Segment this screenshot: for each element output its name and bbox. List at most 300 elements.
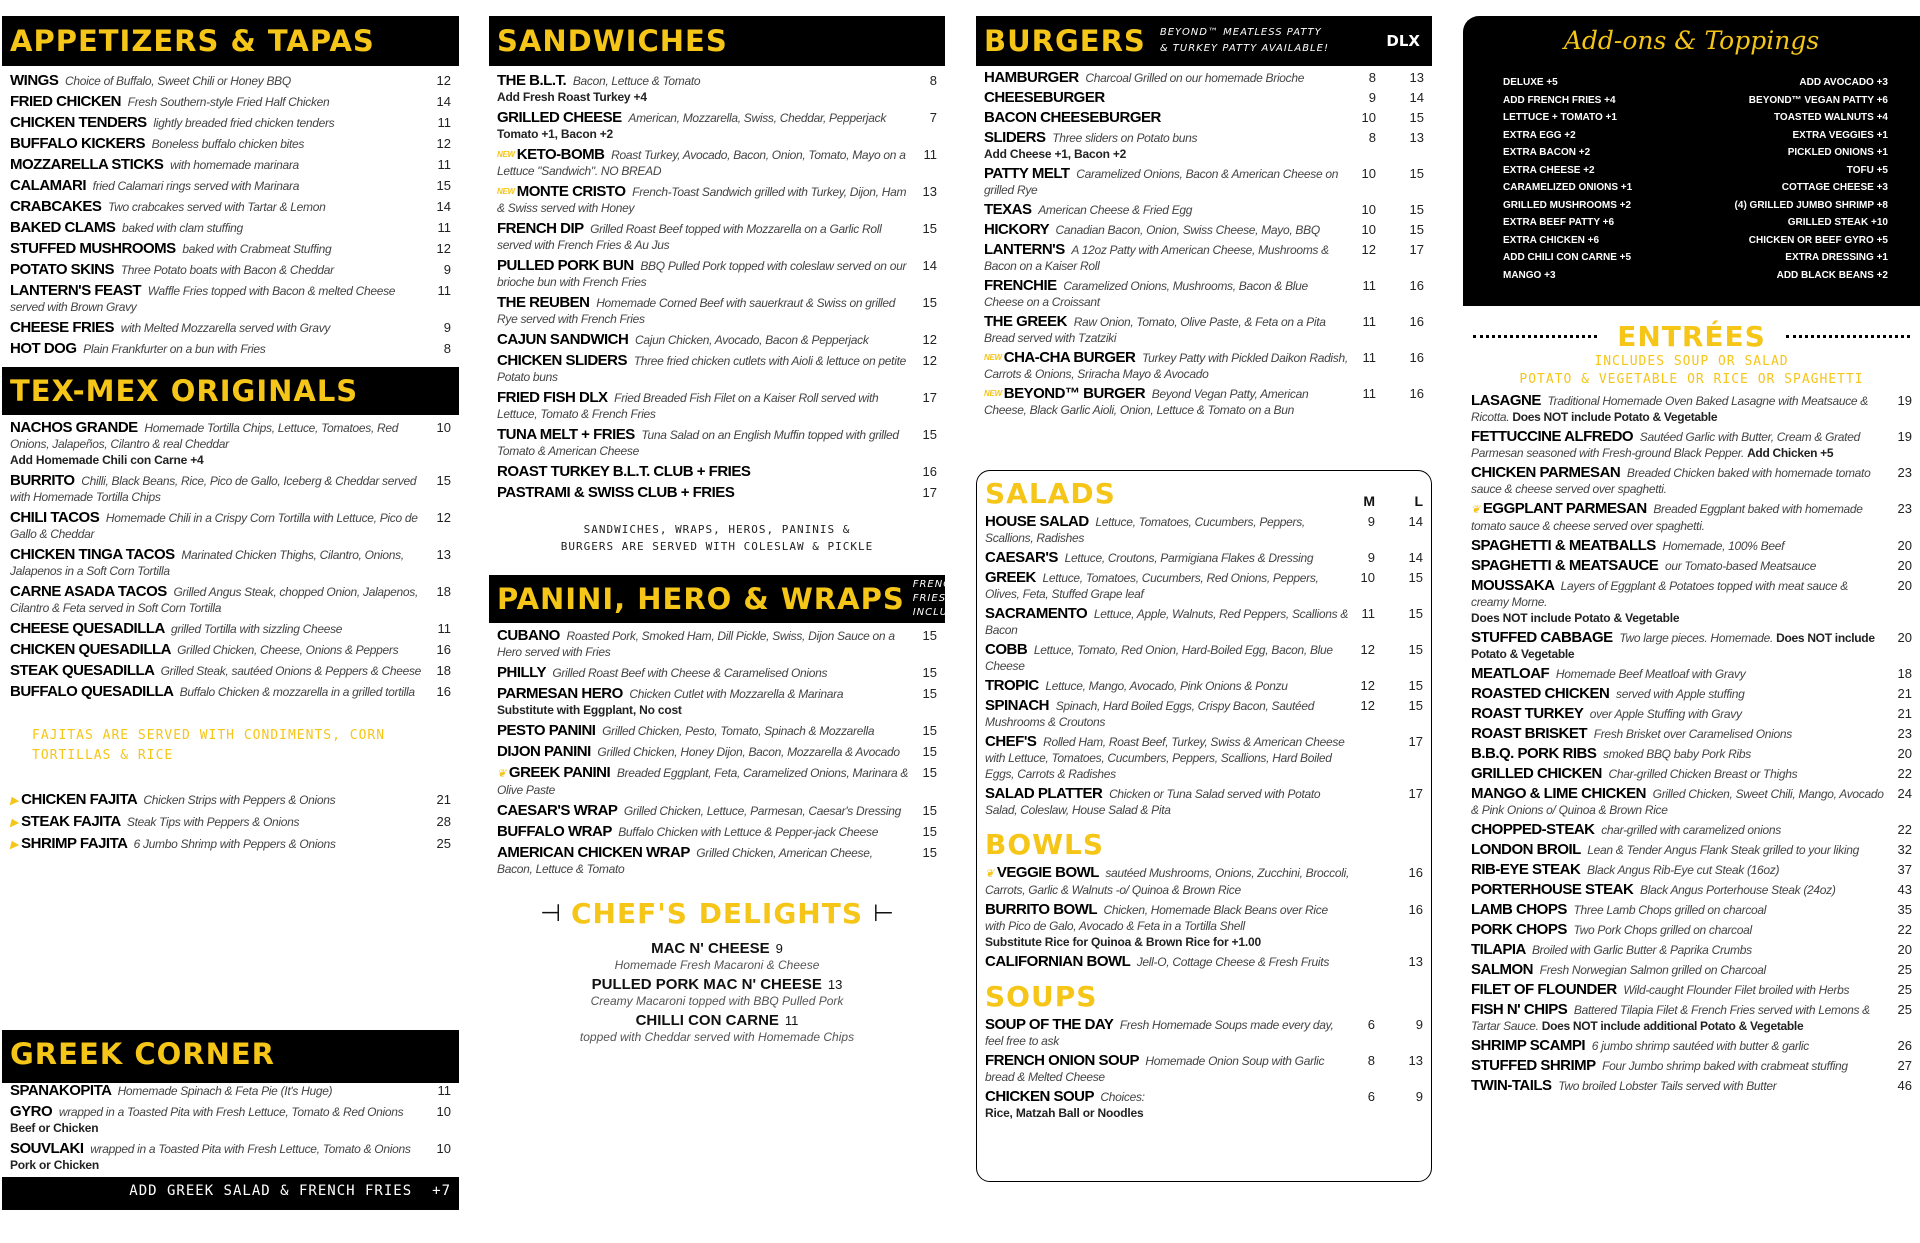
- addon-row: [1463, 109, 1920, 127]
- item-name: GYRO: [10, 1103, 56, 1120]
- menu-item: [976, 90, 1432, 106]
- item-price-l: 15: [1409, 202, 1424, 217]
- item-desc: Roast Turkey, Avocado, Bacon, Onion, Tomato, Mayo on a Lettuce "Sandwich". NO BREAD: [497, 148, 906, 178]
- item-price-m: 12: [1360, 678, 1375, 693]
- item-price: 32: [1897, 842, 1912, 857]
- item-price: 8: [443, 341, 451, 356]
- item-name: MONTE CRISTO: [516, 183, 630, 200]
- burgers-header: [976, 16, 1432, 66]
- menu-item: [976, 222, 1432, 238]
- item-text: [497, 824, 911, 840]
- item-text: [985, 570, 1349, 602]
- menu-item: [2, 621, 459, 637]
- addon-left: GRILLED MUSHROOMS +2: [1503, 199, 1632, 211]
- greek-footer-price: +7: [432, 1183, 451, 1199]
- item-price: 23: [1897, 465, 1912, 480]
- item-desc: Chicken Cutlet with Mozzarella & Marinara: [629, 687, 844, 701]
- menu-item: [2, 814, 459, 831]
- item-text: [1471, 666, 1886, 682]
- item-name: RIB-EYE STEAK: [1471, 861, 1585, 878]
- item-price: 7: [929, 110, 937, 125]
- item-text: [497, 464, 911, 480]
- item-text: [497, 803, 911, 819]
- chef-item: [489, 1012, 945, 1044]
- item-desc: Cajun Chicken, Avocado, Bacon & Pepperjack: [635, 333, 869, 347]
- item-name: CHICKEN PARMESAN: [1471, 464, 1624, 481]
- item-text: [497, 723, 911, 739]
- item-price: 15: [922, 686, 937, 701]
- item-price: 22: [1897, 822, 1912, 837]
- menu-item: [2, 836, 459, 853]
- item-desc: Wild-caught Flounder Filet broiled with Herbs: [1623, 983, 1850, 997]
- item-text: [985, 954, 1349, 970]
- item-price-m: 6: [1367, 1017, 1375, 1032]
- item-price: 15: [436, 473, 451, 488]
- entrees-list: [1463, 393, 1920, 1094]
- item-name: ROASTED CHICKEN: [1471, 685, 1614, 702]
- fajita-note: FAJITAS ARE SERVED WITH CONDIMENTS, CORN TORTILLAS & RICE: [32, 728, 386, 763]
- item-text: [984, 222, 1350, 238]
- addon-row: [1463, 179, 1920, 197]
- menu-item: [2, 94, 459, 110]
- menu-item: [976, 166, 1432, 198]
- menu-item: [489, 723, 945, 739]
- item-text: [10, 663, 425, 679]
- menu-item: [977, 514, 1431, 546]
- item-desc: fried Calamari rings served with Marinara: [92, 179, 300, 193]
- addon-left: MANGO +3: [1503, 269, 1556, 281]
- menu-item: [1463, 538, 1920, 554]
- item-price: 12: [922, 353, 937, 368]
- item-desc: Layers of Eggplant & Potatoes topped with meat sauce & creamy Morne.: [1471, 579, 1848, 609]
- item-extra: Does NOT include Potato & Vegetable: [1471, 611, 1680, 625]
- item-price-l: 15: [1408, 606, 1423, 621]
- item-desc: Lean & Tender Angus Flank Steak grilled to your liking: [1587, 843, 1859, 857]
- item-price: 20: [1897, 578, 1912, 593]
- item-price-l: 13: [1408, 1053, 1423, 1068]
- item-price-l: 16: [1409, 386, 1424, 401]
- addon-right: ADD BLACK BEANS +2: [1776, 269, 1888, 281]
- item-text: [10, 341, 425, 357]
- greek-list: [2, 1083, 459, 1177]
- menu-item: [977, 1053, 1431, 1085]
- item-name: SALMON: [1471, 961, 1537, 978]
- item-desc: Chicken Strips with Peppers & Onions: [143, 793, 336, 807]
- item-name: CALAMARI: [10, 177, 90, 194]
- item-name: BUFFALO WRAP: [497, 823, 616, 840]
- item-name: STUFFED MUSHROOMS: [10, 240, 180, 257]
- item-price: 11: [437, 157, 451, 172]
- leaf-icon: ❦: [1471, 504, 1480, 516]
- item-desc: Lettuce, Apple, Walnuts, Red Peppers, Scallions & Bacon: [985, 607, 1349, 637]
- item-desc: lightly breaded fried chicken tenders: [153, 116, 335, 130]
- item-text: [10, 1141, 425, 1173]
- salads-list: [977, 514, 1431, 818]
- item-text: [10, 320, 425, 336]
- menu-item: [2, 1141, 459, 1173]
- item-price: 15: [922, 221, 937, 236]
- item-price: 15: [922, 628, 937, 643]
- sandwiches-title: SANDWICHES: [497, 24, 728, 58]
- item-name: GREEK PANINI: [508, 764, 614, 781]
- item-name: HOT DOG: [10, 340, 81, 357]
- greek-footer-text: ADD GREEK SALAD & FRENCH FRIES: [129, 1183, 413, 1199]
- item-price: 13: [922, 184, 937, 199]
- item-desc: Lettuce, Croutons, Parmigiana Flakes & Dressing: [1064, 551, 1314, 565]
- item-price-m: 10: [1360, 570, 1375, 585]
- item-desc: baked with clam stuffing: [122, 221, 243, 235]
- menu-item: [2, 547, 459, 579]
- menu-item: [489, 765, 945, 798]
- item-extra: Substitute Rice for Quinoa & Brown Rice for +1.00: [985, 935, 1261, 949]
- item-price-m: 10: [1361, 166, 1376, 181]
- addon-left: ADD CHILI CON CARNE +5: [1503, 252, 1632, 263]
- item-desc: grilled Tortilla with sizzling Cheese: [170, 622, 343, 636]
- item-text: [497, 110, 911, 142]
- item-desc: Grilled Chicken, Honey Dijon, Bacon, Mozzarella & Avocado: [597, 745, 900, 759]
- item-extra: Rice, Matzah Ball or Noodles: [985, 1106, 1144, 1120]
- item-text: [1471, 393, 1886, 425]
- item-price: 10: [436, 420, 451, 435]
- burgers-list: [976, 70, 1432, 418]
- addon-left: EXTRA BACON +2: [1503, 147, 1591, 158]
- item-desc: Fresh Southern-style Fried Half Chicken: [127, 95, 330, 109]
- menu-item: [977, 734, 1431, 782]
- item-desc: Grilled Roast Beef topped with Mozzarella on a Garlic Roll served with French Fries & Au Jus: [497, 222, 882, 252]
- item-name: SALAD PLATTER: [985, 785, 1107, 802]
- item-text: [1471, 882, 1886, 898]
- item-text: [497, 485, 911, 501]
- item-name: SLIDERS: [984, 129, 1050, 146]
- panini-title: PANINI, HERO & WRAPS: [497, 582, 905, 616]
- item-text: [1471, 842, 1886, 858]
- item-name: HICKORY: [984, 221, 1053, 238]
- item-desc: Spinach, Hard Boiled Eggs, Crispy Bacon, Sautéed Mushrooms & Croutons: [985, 699, 1315, 729]
- item-name: SOUP OF THE DAY: [985, 1016, 1117, 1033]
- item-desc: Fresh Homemade Soups made every day, feel free to ask: [985, 1018, 1334, 1048]
- soups-title: SOUPS: [985, 980, 1098, 1013]
- item-price: 12: [922, 332, 937, 347]
- menu-item: [2, 178, 459, 194]
- item-name: EGGPLANT PARMESAN: [1482, 500, 1651, 517]
- item-desc: Raw Onion, Tomato, Olive Paste, & Feta on a Pita Bread served with Tzatziki: [984, 315, 1326, 345]
- item-price-m: 11: [1362, 314, 1376, 329]
- item-price-m: 8: [1367, 1053, 1375, 1068]
- panini-list: [489, 628, 945, 877]
- item-price: 15: [922, 665, 937, 680]
- addons-title: Add-ons & Toppings: [1563, 26, 1820, 55]
- item-desc: Grilled Steak, sautéed Onions & Peppers & Cheese: [160, 664, 422, 678]
- item-text: [10, 178, 425, 194]
- item-extra: Add Homemade Chili con Carne +4: [10, 453, 204, 467]
- item-text: [10, 792, 425, 809]
- item-name: STEAK QUESADILLA: [10, 662, 158, 679]
- item-bold-note: Does NOT include Potato & Vegetable: [1512, 410, 1718, 424]
- item-name: STEAK FAJITA: [21, 813, 124, 830]
- menu-item: [489, 686, 945, 718]
- item-name: CARNE ASADA TACOS: [10, 583, 171, 600]
- entrees-title-row: [1463, 320, 1920, 353]
- menu-item: [1463, 942, 1920, 958]
- item-name: FRENCH ONION SOUP: [985, 1052, 1143, 1069]
- item-name: VEGGIE BOWL: [996, 864, 1103, 881]
- menu-item: [489, 628, 945, 660]
- item-price: 15: [922, 824, 937, 839]
- item-text: [984, 166, 1350, 198]
- menu-item: [976, 278, 1432, 310]
- item-desc: Traditional Homemade Oven Baked Lasagne with Meatsauce & Ricotta.: [1471, 394, 1869, 424]
- item-name: GRILLED CHEESE: [497, 109, 626, 126]
- burgers-subtitle: BEYOND™ MEATLESS PATTY & TURKEY PATTY AVAILABLE!: [1159, 27, 1329, 54]
- item-desc: Homemade Beef Meatloaf with Gravy: [1555, 667, 1746, 681]
- chef-item-desc: Homemade Fresh Macaroni & Cheese: [614, 958, 820, 972]
- item-name: BAKED CLAMS: [10, 219, 119, 236]
- item-name: PULLED PORK BUN: [497, 257, 638, 274]
- item-desc: our Tomato-based Meatsauce: [1664, 559, 1817, 573]
- item-text: [984, 278, 1350, 310]
- item-price-l: 15: [1408, 678, 1423, 693]
- menu-item: [2, 73, 459, 89]
- item-desc: Jell-O, Cottage Cheese & Fresh Fruits: [1136, 955, 1330, 969]
- menu-item: [976, 386, 1432, 418]
- menu-item: [489, 110, 945, 142]
- menu-item: [489, 803, 945, 819]
- item-desc: Grilled Roast Beef with Cheese & Caramelised Onions: [552, 666, 828, 680]
- menu-item: [1463, 962, 1920, 978]
- item-desc: Lettuce, Tomatoes, Cucumbers, Peppers, Scallions, Radishes: [985, 515, 1305, 545]
- item-desc: Lettuce, Mango, Avocado, Pink Onions & Ponzu: [1045, 679, 1288, 693]
- menu-item: [1463, 393, 1920, 425]
- item-text: [1471, 746, 1886, 762]
- item-name: TEXAS: [984, 201, 1036, 218]
- addons-list: [1463, 74, 1920, 284]
- item-name: HOUSE SALAD: [985, 513, 1093, 530]
- addon-row: [1463, 249, 1920, 267]
- item-text: [1471, 1058, 1886, 1074]
- chef-title-row: [489, 897, 945, 930]
- addon-row: [1463, 232, 1920, 250]
- menu-item: [2, 663, 459, 679]
- item-desc: Char-grilled Chicken Breast or Thighs: [1608, 767, 1798, 781]
- addon-right: CHICKEN OR BEEF GYRO +5: [1748, 234, 1888, 246]
- item-name: SPINACH: [985, 697, 1053, 714]
- entrees-sub1: INCLUDES SOUP OR SALAD: [1594, 354, 1789, 369]
- item-desc: Steak Tips with Peppers & Onions: [126, 815, 300, 829]
- item-name: MOUSSAKA: [1471, 577, 1558, 594]
- menu-item: [489, 845, 945, 877]
- item-bold-note: Add Chicken +5: [1747, 446, 1834, 460]
- chef-item-desc: Creamy Macaroni topped with BBQ Pulled Pork: [590, 994, 844, 1008]
- item-price: 13: [436, 547, 451, 562]
- item-desc: Roasted Pork, Smoked Ham, Dill Pickle, Swiss, Dijon Sauce on a Hero served with Fries: [497, 629, 895, 659]
- chef-right-mark: ⊢: [873, 900, 894, 927]
- item-price: 20: [1897, 538, 1912, 553]
- item-name: PORTERHOUSE STEAK: [1471, 881, 1638, 898]
- item-text: [1471, 578, 1886, 626]
- item-price: 16: [922, 464, 937, 479]
- item-desc: Charcoal Grilled on our homemade Brioche: [1085, 71, 1305, 85]
- item-name: BUFFALO QUESADILLA: [10, 683, 177, 700]
- triangle-icon: ▶: [10, 795, 19, 807]
- item-desc: served with Apple stuffing: [1616, 687, 1745, 701]
- item-price-m: 10: [1361, 110, 1376, 125]
- menu-item: [1463, 465, 1920, 497]
- item-name: TILAPIA: [1471, 941, 1529, 958]
- menu-item: [976, 202, 1432, 218]
- item-desc: Two large pieces. Homemade.: [1619, 631, 1774, 645]
- addon-right: GRILLED STEAK +10: [1787, 217, 1888, 228]
- menu-item: [1463, 982, 1920, 998]
- item-desc: Tuna Salad on an English Muffin topped with grilled Tomato & American Cheese: [497, 428, 899, 458]
- menu-item: [1463, 578, 1920, 626]
- item-text: [497, 258, 911, 290]
- item-price: 14: [922, 258, 937, 273]
- item-name: FETTUCCINE ALFREDO: [1471, 428, 1637, 445]
- item-price: 37: [1897, 862, 1912, 877]
- item-name: CAJUN SANDWICH: [497, 331, 632, 348]
- menu-item: [2, 283, 459, 315]
- menu-item: [977, 698, 1431, 730]
- entrees-sub2: POTATO & VEGETABLE OR RICE OR SPAGHETTI: [1519, 372, 1864, 387]
- item-name: GREEK: [985, 569, 1040, 586]
- item-name: CUBANO: [497, 627, 564, 644]
- item-desc: Plain Frankfurter on a bun with Fries: [83, 342, 266, 356]
- item-text: [497, 845, 911, 877]
- item-price: 26: [1897, 1038, 1912, 1053]
- item-price: 15: [922, 765, 937, 780]
- burgers-dlx-label: DLX: [1386, 32, 1420, 50]
- new-badge: NEW: [984, 389, 1002, 398]
- item-text: [10, 199, 425, 215]
- item-name: FISH N' CHIPS: [1471, 1001, 1571, 1018]
- item-desc: over Apple Stuffing with Gravy: [1589, 707, 1742, 721]
- item-text: [10, 584, 425, 616]
- menu-item: [2, 1083, 459, 1099]
- item-text: [10, 1104, 425, 1136]
- item-price: 20: [1897, 630, 1912, 645]
- item-name: PORK CHOPS: [1471, 921, 1571, 938]
- item-name: THE REUBEN: [497, 294, 594, 311]
- item-text: [497, 390, 911, 422]
- menu-item: [489, 73, 945, 105]
- menu-item: [489, 184, 945, 216]
- menu-item: [1463, 630, 1920, 662]
- item-desc: Two Pork Chops grilled on charcoal: [1573, 923, 1752, 937]
- item-text: [984, 202, 1350, 218]
- item-name: FILET OF FLOUNDER: [1471, 981, 1621, 998]
- item-text: [10, 220, 425, 236]
- item-text: [984, 130, 1350, 162]
- item-price: 15: [922, 295, 937, 310]
- item-text: [10, 115, 425, 131]
- item-name: GRILLED CHICKEN: [1471, 765, 1606, 782]
- item-text: [497, 686, 911, 718]
- item-desc: wrapped in a Toasted Pita with Fresh Lettuce, Tomato & Onions: [90, 1142, 411, 1156]
- texmex-title: TEX-MEX ORIGINALS: [10, 374, 359, 408]
- item-text: [1471, 766, 1886, 782]
- item-text: [1471, 538, 1886, 554]
- item-text: [1471, 501, 1886, 534]
- item-desc: Caramelized Onions, Mushrooms, Bacon & Blue Cheese on a Croissant: [984, 279, 1308, 309]
- menu-item: [2, 792, 459, 809]
- panini-header: [489, 575, 973, 623]
- item-price: 20: [1897, 746, 1912, 761]
- item-price-m: 10: [1361, 202, 1376, 217]
- menu-item: [977, 678, 1431, 694]
- chef-section: [489, 897, 945, 1044]
- menu-item: [977, 954, 1431, 970]
- item-text: [10, 642, 425, 658]
- salads-box: [976, 470, 1432, 1182]
- greek-corner: [2, 1030, 459, 1210]
- item-name: LANTERN'S FEAST: [10, 282, 145, 299]
- addon-right: EXTRA DRESSING +1: [1785, 252, 1888, 263]
- item-name: CHEF'S: [985, 733, 1041, 750]
- item-text: [10, 420, 425, 468]
- item-text: [497, 427, 911, 459]
- item-name: ROAST TURKEY B.L.T. CLUB + FRIES: [497, 463, 751, 480]
- item-desc: smoked BBQ baby Pork Ribs: [1603, 747, 1751, 761]
- leaf-icon: ❦: [497, 768, 506, 780]
- item-text: [985, 514, 1349, 546]
- item-desc: Chicken or Tuna Salad served with Potato Salad, Coleslaw, House Salad & Pita: [985, 787, 1321, 817]
- chef-list: [489, 940, 945, 1044]
- chef-item: [489, 940, 945, 972]
- item-desc: Breaded Eggplant, Feta, Caramelized Onions, Marinara & Olive Paste: [497, 766, 909, 797]
- menu-item: [976, 110, 1432, 126]
- item-name: ROAST BRISKET: [1471, 725, 1591, 742]
- item-name: MEATLOAF: [1471, 665, 1553, 682]
- item-price: 20: [1897, 558, 1912, 573]
- item-text: [1471, 822, 1886, 838]
- item-name: B.B.Q. PORK RIBS: [1471, 745, 1601, 762]
- item-price-l: 16: [1409, 350, 1424, 365]
- menu-item: [2, 642, 459, 658]
- item-text: [1471, 1002, 1886, 1034]
- item-desc: Chicken, Homemade Black Beans over Rice with Pico de Galo, Avocado & Feta in a Tortilla Shell: [985, 903, 1328, 933]
- salads-l-label: L: [1414, 492, 1423, 509]
- item-text: [10, 547, 425, 579]
- item-desc: Three Potato boats with Bacon & Cheddar: [120, 263, 334, 277]
- item-name: LASAGNE: [1471, 392, 1545, 409]
- item-price-l: 17: [1408, 786, 1423, 801]
- item-text: [497, 665, 911, 681]
- chef-item: [489, 976, 945, 1008]
- item-text: [1471, 706, 1886, 722]
- item-text: [985, 1089, 1349, 1121]
- item-name: ROAST TURKEY: [1471, 705, 1587, 722]
- item-text: [985, 1053, 1349, 1085]
- item-price-l: 13: [1409, 70, 1424, 85]
- item-price-l: 15: [1409, 166, 1424, 181]
- item-desc: 6 jumbo shrimp sautéed with butter & garlic: [1591, 1039, 1809, 1053]
- item-desc: Fresh Norwegian Salmon grilled on Charcoal: [1539, 963, 1766, 977]
- item-name: PATTY MELT: [984, 165, 1074, 182]
- item-price-l: 16: [1408, 865, 1423, 880]
- item-name: CHA-CHA BURGER: [1003, 349, 1140, 366]
- item-bold-note: Does NOT include additional Potato & Vegetable: [1541, 1019, 1804, 1033]
- addon-left: DELUXE +5: [1503, 77, 1558, 88]
- item-text: [1471, 558, 1886, 574]
- item-desc: Fresh Brisket over Caramelised Onions: [1593, 727, 1792, 741]
- menu-item: [977, 1017, 1431, 1049]
- item-text: [497, 221, 911, 253]
- item-desc: Battered Tilapia Filet & French Fries served with Lemons & Tartar Sauce.: [1471, 1003, 1870, 1033]
- item-price: 17: [922, 485, 937, 500]
- item-name: SHRIMP SCAMPI: [1471, 1037, 1589, 1054]
- item-price: 15: [922, 845, 937, 860]
- item-desc: A 12oz Patty with American Cheese, Mushrooms & Bacon on a Kaiser Roll: [984, 243, 1329, 273]
